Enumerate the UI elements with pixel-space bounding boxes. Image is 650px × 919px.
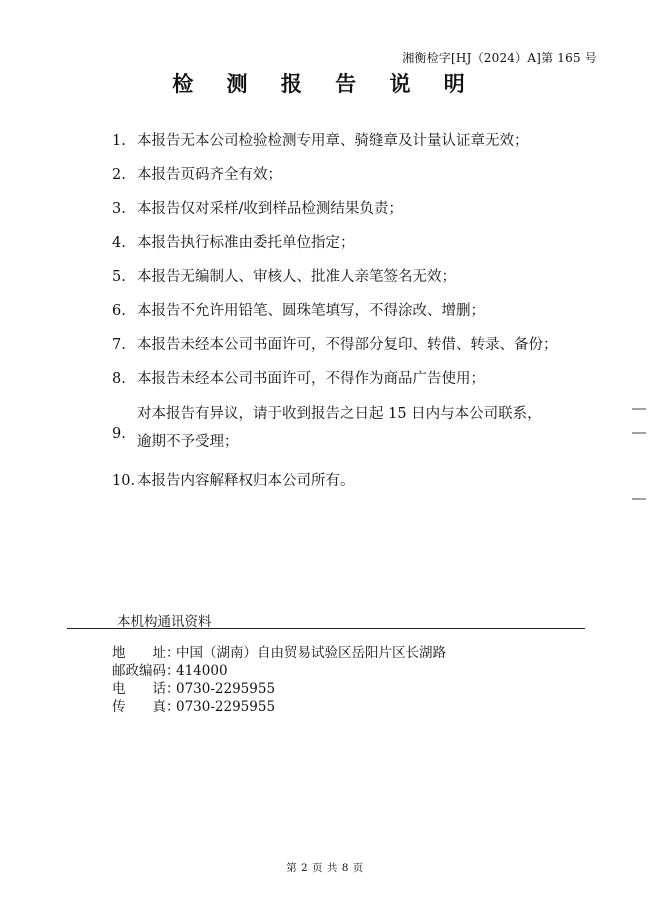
phone-label: 电 话： xyxy=(112,681,180,697)
page-number: 第 2 页 共 8 页 xyxy=(286,862,364,874)
item-number: 7. xyxy=(112,337,126,353)
item-text: 本报告无本公司检验检测专用章、骑缝章及计量认证章无效； xyxy=(137,133,529,149)
contact-heading: 本机构通讯资料 xyxy=(117,614,212,630)
item-text: 本报告无编制人、审核人、批准人亲笔签名无效； xyxy=(137,269,456,285)
item-text: 本报告内容解释权归本公司所有。 xyxy=(137,473,355,489)
seam-stamp-mark xyxy=(632,498,646,510)
item-text: 对本报告有异议，请于收到报告之日起 15 日内与本公司联系，逾期不予受理； xyxy=(137,406,542,450)
contact-fax xyxy=(112,698,275,716)
contact-address xyxy=(112,644,446,662)
item-text: 本报告执行标准由委托单位指定； xyxy=(137,235,355,251)
item-number: 3. xyxy=(112,201,126,217)
item-text: 本报告未经本公司书面许可，不得作为商品广告使用； xyxy=(137,371,485,387)
item-text: 本报告未经本公司书面许可，不得部分复印、转借、转录、备份； xyxy=(137,337,558,353)
address-value: 中国（湖南）自由贸易试验区岳阳片区长湖路 xyxy=(176,645,446,661)
contact-phone xyxy=(112,680,275,698)
item-text: 本报告页码齐全有效； xyxy=(137,167,282,183)
item-number: 9. xyxy=(112,426,126,442)
report-reference-number: 湘衡检字[HJ（2024）A]第 165 号 xyxy=(402,51,597,65)
item-number: 8. xyxy=(112,371,126,387)
seam-stamp-mark xyxy=(632,408,646,420)
item-number: 6. xyxy=(112,303,126,319)
item-number: 5. xyxy=(112,269,126,285)
fax-label: 传 真： xyxy=(112,699,180,715)
item-number: 1. xyxy=(112,133,126,149)
item-text: 本报告仅对采样/收到样品检测结果负责； xyxy=(137,201,403,217)
postcode-value: 414000 xyxy=(176,663,228,679)
postcode-label: 邮政编码： xyxy=(112,663,180,679)
contact-postcode xyxy=(112,662,228,680)
seam-stamp-mark xyxy=(632,432,646,444)
phone-value: 0730-2295955 xyxy=(176,681,276,697)
page-title: 检 测 报 告 说 明 xyxy=(172,72,478,96)
address-label: 地 址： xyxy=(112,645,180,661)
divider xyxy=(67,628,585,629)
fax-value: 0730-2295955 xyxy=(176,699,276,715)
item-number: 2. xyxy=(112,167,126,183)
item-number: 10. xyxy=(112,473,136,489)
item-number: 4. xyxy=(112,235,126,251)
item-text: 本报告不允许用铅笔、圆珠笔填写，不得涂改、增删； xyxy=(137,303,485,319)
